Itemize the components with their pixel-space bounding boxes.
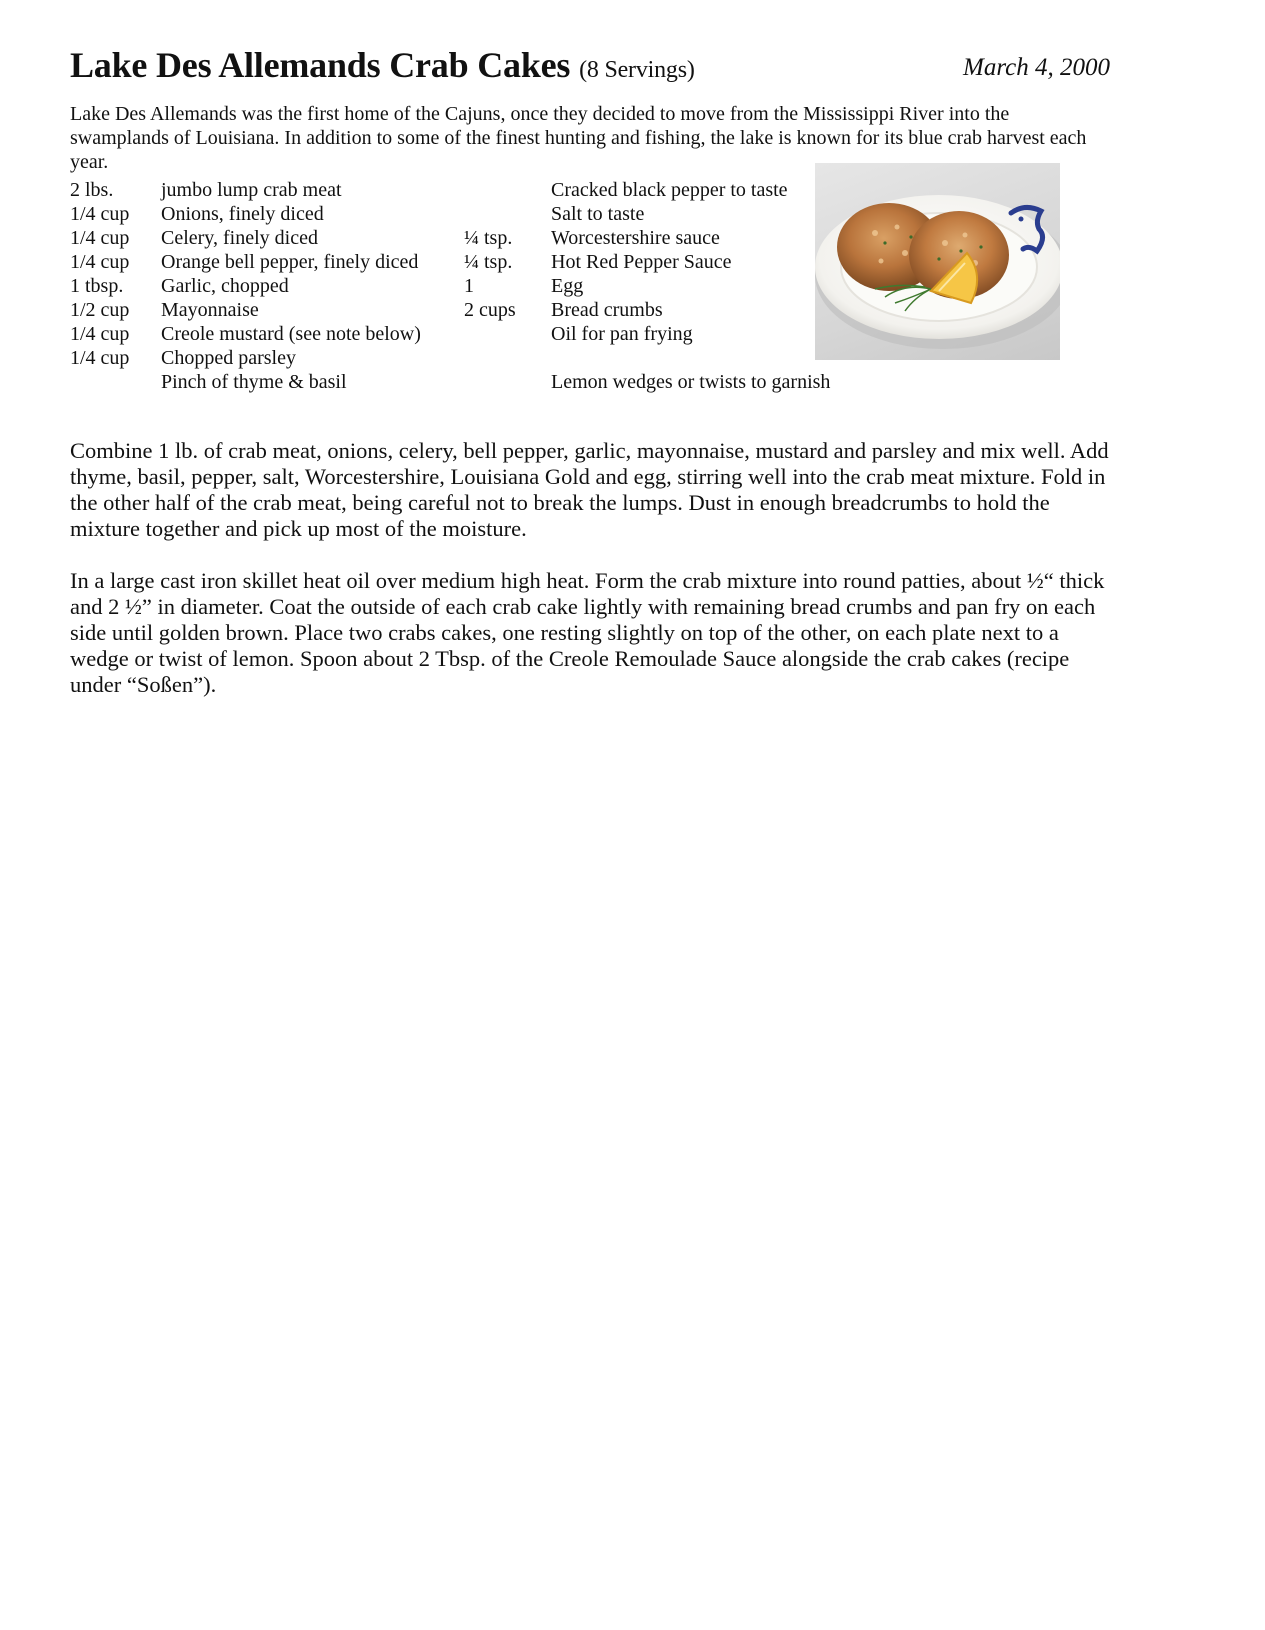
ingredient-name: Worcestershire sauce (551, 227, 720, 249)
instruction-paragraph: Combine 1 lb. of crab meat, onions, celery, bell pepper, garlic, mayonnaise, mustard and parsley and mix well. Add thyme, basil, pepper, salt, Worcestershire, Louisiana Gold and egg, stirring well into the crab meat mixture. Fold in the other half of the crab meat, being careful not to break the lumps. Dust in enough breadcrumbs to hold the mixture together and pick up most of the moisture. (70, 438, 1109, 541)
ingredient-name: Bread crumbs (551, 299, 663, 321)
ingredient-qty: 2 cups (464, 299, 516, 321)
ingredient-qty: 1/4 cup (70, 347, 130, 369)
recipe-title-line (70, 44, 695, 86)
ingredient-name: Creole mustard (see note below) (161, 323, 421, 345)
ingredient-name: Pinch of thyme & basil (161, 371, 347, 393)
ingredient-qty: ¼ tsp. (464, 251, 513, 273)
ingredient-name: Orange bell pepper, finely diced (161, 251, 419, 273)
ingredient-name: Egg (551, 275, 584, 297)
ingredient-name: Garlic, chopped (161, 275, 289, 297)
ingredient-qty: 2 lbs. (70, 179, 114, 201)
recipe-header (70, 40, 1110, 88)
crab-cakes-photo (815, 163, 1060, 360)
ingredient-name: Hot Red Pepper Sauce (551, 251, 732, 273)
ingredient-qty: 1/2 cup (70, 299, 130, 321)
recipe-title: Lake Des Allemands Crab Cakes (70, 45, 571, 85)
recipe-date: March 4, 2000 (963, 54, 1110, 81)
ingredient-name: Oil for pan frying (551, 323, 693, 345)
ingredient-qty: 1 tbsp. (70, 275, 124, 297)
ingredient-qty: 1/4 cup (70, 227, 130, 249)
instruction-paragraph: In a large cast iron skillet heat oil over medium high heat. Form the crab mixture into round patties, about ½“ thick and 2 ½” in diameter. Coat the outside of each crab cake lightly with remaining bread crumbs and pan fry on each side until golden brown. Place two crabs cakes, one resting slightly on top of the other, on each plate next to a wedge or twist of lemon. Spoon about 2 Tbsp. of the Creole Remoulade Sauce alongside the crab cakes (recipe under “Soßen”). (70, 568, 1105, 697)
intro-paragraph: Lake Des Allemands was the first home of the Cajuns, once they decided to move from the Mississippi River into the swamplands of Louisiana. In addition to some of the finest hunting and fishing, the lake is known for its blue crab harvest each year. (70, 103, 1087, 173)
ingredient-qty: 1 (464, 275, 474, 297)
servings: (8 Servings) (579, 57, 695, 83)
ingredient-name: jumbo lump crab meat (161, 179, 342, 201)
instructions (70, 438, 1110, 698)
ingredient-name: Onions, finely diced (161, 203, 324, 225)
ingredient-name: Celery, finely diced (161, 227, 318, 249)
ingredient-qty: 1/4 cup (70, 323, 130, 345)
ingredient-qty: 1/4 cup (70, 203, 130, 225)
ingredient-name: Salt to taste (551, 203, 645, 225)
ingredient-qty: 1/4 cup (70, 251, 130, 273)
ingredient-name: Lemon wedges or twists to garnish (551, 371, 831, 393)
ingredient-name: Cracked black pepper to taste (551, 179, 788, 201)
ingredient-name: Mayonnaise (161, 299, 259, 321)
ingredients-block (70, 178, 1110, 410)
ingredient-qty: ¼ tsp. (464, 227, 513, 249)
ingredient-name: Chopped parsley (161, 347, 296, 369)
crab-cakes-illustration (815, 163, 1060, 360)
recipe-page (70, 40, 1110, 724)
